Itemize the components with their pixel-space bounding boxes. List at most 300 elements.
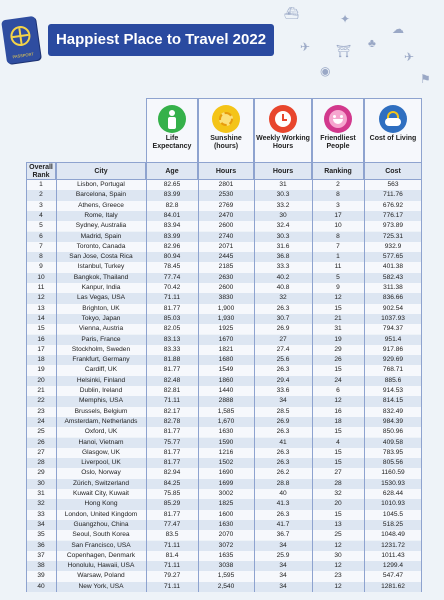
- friendliness-cell: 18: [334, 417, 342, 425]
- friendliness-cell: 8: [336, 191, 340, 199]
- camera-icon: ◉: [320, 64, 331, 78]
- work-hours-cell: 30.7: [276, 314, 290, 322]
- cost-cell: 783.95: [382, 448, 404, 456]
- work-hours-cell: 29.4: [276, 376, 290, 384]
- city-cell: Cardiff, UK: [84, 366, 118, 374]
- city-cell: Barcelona, Spain: [75, 191, 127, 199]
- age-cell: 83.94: [163, 222, 181, 230]
- clock-icon: [269, 105, 297, 133]
- sunshine-cell: 1,595: [217, 572, 235, 580]
- table-row: [26, 355, 422, 365]
- table-row: [26, 427, 422, 437]
- rank-cell: 28: [37, 459, 45, 467]
- city-cell: Paris, France: [81, 335, 121, 343]
- work-hours-cell: 26.3: [276, 428, 290, 436]
- friendliness-cell: 20: [334, 500, 342, 508]
- rank-cell: 11: [37, 284, 45, 291]
- sunshine-cell: 3830: [218, 294, 234, 302]
- work-hours-cell: 27: [279, 335, 287, 343]
- work-hours-cell: 26.2: [276, 469, 290, 477]
- rank-cell: 15: [37, 325, 45, 333]
- rank-cell: 32: [37, 500, 45, 508]
- friendliness-cell: 1: [336, 253, 340, 261]
- rank-cell: 35: [37, 531, 45, 539]
- column-divider: [26, 180, 27, 592]
- age-cell: 82.96: [163, 242, 181, 250]
- cost-cell: 1530.93: [381, 479, 405, 487]
- sunshine-cell: 1690: [218, 469, 234, 477]
- sunshine-cell: 1699: [218, 479, 234, 487]
- cost-cell: 1231.72: [381, 541, 405, 549]
- table-row: [26, 541, 422, 551]
- sunshine-cell: 1,900: [217, 304, 235, 312]
- sunshine-cell: 1635: [218, 551, 234, 559]
- rank-cell: 19: [37, 366, 45, 374]
- age-cell: 78.45: [163, 263, 181, 271]
- age-cell: 81.4: [165, 551, 179, 559]
- table-row: [26, 417, 422, 427]
- age-cell: 83.13: [163, 335, 181, 343]
- table-row: [26, 458, 422, 468]
- friendliest-header: [312, 98, 364, 162]
- friendliest-label: Friendliest People: [320, 135, 356, 150]
- age-cell: 81.77: [163, 448, 181, 456]
- city-cell: Memphis, USA: [79, 397, 123, 405]
- city-cell: Stockholm, Sweden: [71, 345, 131, 353]
- age-cell: 71.11: [163, 294, 180, 302]
- sunshine-cell: 2630: [218, 273, 234, 281]
- table-row: [26, 304, 422, 314]
- rank-cell: 2: [39, 191, 43, 199]
- rank-cell: 25: [37, 428, 45, 436]
- rank-cell: 30: [37, 479, 45, 487]
- work-hours-cell: 34: [279, 562, 287, 570]
- table-row: [26, 396, 422, 406]
- table-row: [26, 582, 422, 592]
- table-row: [26, 386, 422, 396]
- sunshine-cell: 3038: [218, 562, 234, 570]
- friendliness-cell: 30: [334, 551, 342, 559]
- work-hours-cell: 25.6: [276, 356, 290, 364]
- cost-cell: 832.49: [382, 407, 404, 415]
- airplane-small-icon: ✈: [404, 50, 415, 64]
- age-cell: 75.77: [163, 438, 181, 446]
- sunshine-cell: 1,930: [217, 314, 235, 322]
- age-cell: 77.74: [163, 273, 181, 281]
- sunshine-cell: 1670: [218, 335, 234, 343]
- age-cell: 81.77: [163, 428, 181, 436]
- sunshine-cell: 1440: [218, 387, 234, 394]
- friendliness-cell: 25: [334, 531, 342, 539]
- rank-cell: 36: [37, 541, 45, 549]
- column-subheader-row: [26, 162, 422, 180]
- friendliness-cell: 15: [334, 304, 342, 312]
- friendliness-cell: 7: [336, 242, 340, 250]
- table-row: [26, 407, 422, 417]
- work-hours-cell: 27.4: [276, 345, 290, 353]
- city-cell: Toronto, Canada: [76, 242, 126, 250]
- cost-cell: 805.56: [382, 459, 404, 467]
- sunshine-cell: 1502: [218, 459, 234, 467]
- ranking-column-header: Ranking: [312, 162, 364, 180]
- city-cell: Guangzhou, China: [73, 520, 129, 528]
- rank-cell: 8: [39, 253, 43, 261]
- column-divider: [421, 180, 422, 592]
- friendliness-cell: 12: [334, 562, 342, 570]
- table-row: [26, 262, 422, 272]
- table-row: [26, 438, 422, 448]
- airplane-icon: ✈: [300, 40, 311, 54]
- table-row: [26, 293, 422, 303]
- table-row: [26, 499, 422, 509]
- rank-cell: 6: [39, 232, 43, 240]
- sunshine-cell: 1821: [218, 345, 234, 353]
- page-title: Happiest Place to Travel 2022: [48, 24, 274, 56]
- globe-icon: [9, 25, 32, 48]
- age-cell: 84.25: [163, 479, 181, 487]
- column-divider: [56, 180, 57, 592]
- friendliness-cell: 29: [334, 345, 342, 353]
- age-cell: 83.5: [165, 531, 179, 539]
- rank-cell: 14: [37, 314, 45, 322]
- age-cell: 81.77: [163, 510, 181, 518]
- column-divider: [364, 180, 365, 592]
- city-cell: Oslo, Norway: [81, 469, 121, 477]
- cost-cell: 1048.49: [381, 531, 405, 539]
- table-row: [26, 242, 422, 252]
- city-cell: Vienna, Austria: [78, 325, 124, 333]
- table-row: [26, 345, 422, 355]
- work-hours-cell: 26.9: [276, 325, 290, 333]
- sunshine-cell: 1549: [218, 366, 234, 374]
- age-cell: 82.17: [163, 407, 181, 415]
- table-row: [26, 530, 422, 540]
- work-hours-cell: 33.2: [276, 201, 290, 209]
- city-cell: Amsterdam, Netherlands: [64, 417, 138, 425]
- friendliness-cell: 15: [334, 459, 342, 467]
- palm-tree-icon: ♣: [368, 36, 376, 50]
- age-cell: 83.99: [163, 191, 181, 199]
- rank-cell: 22: [37, 397, 45, 405]
- cost-cell: 401.38: [382, 263, 404, 271]
- cost-cell: 951.4: [384, 335, 402, 343]
- sunshine-cell: 1925: [218, 325, 234, 333]
- sunshine-cell: 2600: [218, 284, 234, 291]
- cost-cell: 547.47: [382, 572, 404, 580]
- city-cell: Hanoi, Vietnam: [78, 438, 124, 446]
- friendliness-cell: 15: [334, 448, 342, 456]
- work-hours-cell: 36.8: [276, 253, 290, 261]
- smiley-icon: [324, 105, 352, 133]
- rank-cell: 24: [37, 417, 45, 425]
- age-cell: 71.11: [163, 562, 180, 570]
- city-cell: New York, USA: [78, 582, 124, 590]
- cost-cell: 1281.62: [381, 582, 405, 590]
- city-cell: Tokyo, Japan: [81, 314, 121, 322]
- cost-cell: 582.43: [382, 273, 404, 281]
- table-row: [26, 324, 422, 334]
- friendliness-cell: 12: [334, 541, 342, 549]
- friendliness-cell: 27: [334, 469, 342, 477]
- age-column-header: Age: [146, 162, 198, 180]
- cost-cell: 1037.93: [381, 314, 405, 322]
- work-hours-cell: 34: [279, 572, 287, 580]
- city-cell: Brighton, UK: [82, 304, 120, 312]
- rank-cell: 4: [39, 211, 43, 219]
- cost-cell: 409.58: [382, 438, 404, 446]
- work-hours-cell: 30.3: [276, 191, 290, 199]
- age-cell: 83.33: [163, 345, 181, 353]
- sunshine-cell: 2,540: [217, 582, 235, 590]
- age-cell: 81.77: [163, 366, 181, 374]
- work-hours-cell: 41.3: [276, 500, 290, 508]
- friendliness-cell: 3: [336, 201, 340, 209]
- friendliness-cell: 19: [334, 335, 342, 343]
- table-row: [26, 448, 422, 458]
- landmark-icon: ⛩: [336, 44, 352, 58]
- city-cell: Kuwait City, Kuwait: [73, 490, 129, 497]
- work-hours-cell: 34: [279, 397, 287, 405]
- table-row: [26, 180, 422, 190]
- city-cell: Sydney, Australia: [75, 222, 127, 230]
- cost-cell: 676.92: [382, 201, 404, 209]
- city-column-header: City: [56, 162, 146, 180]
- cost-cell: 914.53: [382, 387, 404, 394]
- passport-icon: [1, 16, 41, 64]
- rank-cell: 33: [37, 510, 45, 518]
- rank-cell: 23: [37, 407, 45, 415]
- work-hours-cell: 34: [279, 541, 287, 549]
- friendliness-cell: 15: [334, 366, 342, 374]
- age-cell: 81.77: [163, 459, 181, 467]
- city-cell: Brussels, Belgium: [74, 407, 128, 415]
- column-divider: [254, 180, 255, 592]
- cost-cell: 1011.43: [381, 551, 405, 559]
- city-cell: Liverpool, UK: [81, 459, 121, 467]
- table-row: [26, 489, 422, 499]
- rank-cell: 17: [37, 345, 45, 353]
- rank-cell: 1: [39, 181, 43, 188]
- table-row: [26, 571, 422, 581]
- work-hours-cell: 26.3: [276, 510, 290, 518]
- friendliness-cell: 8: [336, 232, 340, 240]
- column-icons-row: [146, 98, 422, 162]
- friendliness-cell: 4: [336, 438, 340, 446]
- rank-cell: 9: [39, 263, 43, 271]
- cost-label: Cost of Living: [369, 135, 417, 142]
- sunshine-cell: 1600: [218, 510, 234, 518]
- city-cell: Bangkok, Thailand: [73, 273, 129, 281]
- friendliness-cell: 28: [334, 479, 342, 487]
- age-cell: 82.48: [163, 376, 181, 384]
- city-cell: Athens, Greece: [78, 201, 124, 209]
- sunshine-cell: 2445: [218, 253, 234, 261]
- work-hours-cell: 26.3: [276, 459, 290, 467]
- age-cell: 85.29: [163, 500, 181, 508]
- column-divider: [146, 180, 147, 592]
- table-row: [26, 561, 422, 571]
- table-row: [26, 211, 422, 221]
- sunshine-cell: 1630: [218, 428, 234, 436]
- cost-cell: 1045.5: [382, 510, 404, 518]
- cost-cell: 929.69: [382, 356, 404, 364]
- rank-cell: 37: [37, 551, 45, 559]
- sunshine-cell: 1590: [218, 438, 234, 446]
- rank-cell: 21: [37, 387, 45, 394]
- rank-cell: 34: [37, 520, 45, 528]
- cost-column-header: Cost: [364, 162, 422, 180]
- work-hours-cell: 41: [279, 438, 287, 446]
- friendliness-cell: 11: [334, 263, 342, 271]
- table-row: [26, 365, 422, 375]
- cost-cell: 984.39: [382, 417, 404, 425]
- work-hours-cell: 32.4: [276, 222, 290, 230]
- city-cell: Seoul, South Korea: [72, 531, 130, 539]
- city-cell: Frankfurt, Germany: [72, 356, 130, 364]
- friendliness-cell: 5: [336, 273, 340, 281]
- friendliness-cell: 13: [334, 520, 342, 528]
- sunshine-cell: 2888: [218, 397, 234, 405]
- flag-icon: ⚑: [420, 72, 431, 86]
- work-hours-column-header: Hours: [254, 162, 312, 180]
- age-cell: 82.78: [163, 417, 181, 425]
- life-expectancy-header: [146, 98, 198, 162]
- sunshine-cell: 1,585: [217, 407, 235, 415]
- age-cell: 82.94: [163, 469, 181, 477]
- rank-cell: 29: [37, 469, 45, 477]
- cost-cell: 932.9: [384, 242, 402, 250]
- work-hours-cell: 26.3: [276, 366, 290, 374]
- rank-cell: 31: [37, 490, 45, 497]
- cost-cell: 563: [387, 181, 399, 188]
- table-row: [26, 376, 422, 386]
- cost-cell: 794.37: [382, 325, 404, 333]
- work-hours-cell: 26.9: [276, 417, 290, 425]
- age-cell: 71.11: [163, 397, 180, 405]
- friendliness-cell: 9: [336, 284, 340, 291]
- friendliness-cell: 12: [334, 294, 342, 302]
- friendliness-cell: 12: [334, 397, 342, 405]
- friendliness-cell: 26: [334, 356, 342, 364]
- work-hours-cell: 34: [279, 582, 287, 590]
- friendliness-cell: 23: [334, 572, 342, 580]
- city-cell: Helsinki, Finland: [76, 376, 126, 384]
- age-cell: 82.05: [163, 325, 181, 333]
- sunshine-cell: 2070: [218, 531, 234, 539]
- table-row: [26, 273, 422, 283]
- city-cell: Hong Kong: [84, 500, 118, 508]
- sunshine-label: Sunshine (hours): [210, 135, 242, 150]
- rank-cell: 10: [37, 273, 45, 281]
- work-hours-cell: 32: [279, 294, 287, 302]
- cost-cell: 577.65: [382, 253, 404, 261]
- work-hours-cell: 28.8: [276, 479, 290, 487]
- cost-cell: 311.38: [383, 284, 403, 291]
- city-cell: Istanbul, Turkey: [77, 263, 125, 271]
- cost-cell: 518.25: [382, 520, 404, 528]
- work-hours-cell: 36.7: [276, 531, 290, 539]
- sunshine-cell: 2769: [218, 201, 234, 209]
- work-hours-cell: 33.3: [276, 263, 290, 271]
- friendliness-cell: 10: [334, 222, 342, 230]
- sun-icon: [212, 105, 240, 133]
- sunshine-cell: 2185: [218, 263, 234, 271]
- city-cell: Madrid, Spain: [80, 232, 122, 240]
- cost-cell: 1010.93: [381, 500, 405, 508]
- rank-cell: 12: [37, 294, 45, 302]
- sunshine-cell: 1825: [218, 500, 234, 508]
- friendliness-cell: 15: [334, 510, 342, 518]
- sunshine-cell: 1860: [218, 376, 234, 384]
- rank-cell: 18: [37, 356, 45, 364]
- working-hours-header: [254, 98, 312, 162]
- work-hours-cell: 25.9: [276, 551, 290, 559]
- cost-cell: 1160.59: [381, 469, 405, 477]
- sunshine-cell: 2470: [218, 211, 234, 219]
- friendliness-cell: 2: [336, 181, 340, 188]
- table-row: [26, 201, 422, 211]
- age-cell: 85.03: [163, 314, 181, 322]
- work-hours-cell: 33.6: [276, 387, 290, 394]
- rank-cell: 7: [39, 242, 43, 250]
- friendliness-cell: 6: [336, 387, 340, 394]
- cost-cell: 1299.4: [382, 562, 404, 570]
- table-row: [26, 283, 422, 293]
- work-hours-cell: 40.8: [276, 284, 290, 291]
- city-cell: Oxford, UK: [84, 428, 118, 436]
- friendliness-cell: 17: [334, 211, 342, 219]
- cost-cell: 768.71: [382, 366, 404, 374]
- work-hours-cell: 31: [279, 181, 287, 188]
- rank-cell: 13: [37, 304, 45, 312]
- friendliness-cell: 12: [334, 582, 342, 590]
- rank-cell: 38: [37, 562, 45, 570]
- work-hours-cell: 41.7: [276, 520, 290, 528]
- table-row: [26, 551, 422, 561]
- life-expectancy-label: Life Expectancy: [152, 135, 192, 150]
- age-cell: 81.77: [163, 304, 181, 312]
- passport-text: PASSPORT: [12, 51, 35, 60]
- sunshine-cell: 2801: [218, 181, 234, 188]
- friendliness-cell: 31: [334, 325, 342, 333]
- sunshine-cell: 1630: [218, 520, 234, 528]
- table-row: [26, 314, 422, 324]
- work-hours-cell: 26.3: [276, 304, 290, 312]
- table-row: [26, 479, 422, 489]
- sunshine-cell: 3002: [218, 490, 234, 497]
- work-hours-cell: 30.3: [276, 232, 290, 240]
- city-cell: Rome, Italy: [84, 211, 118, 219]
- table-row: [26, 510, 422, 520]
- work-hours-cell: 30: [279, 211, 287, 219]
- cost-cell: 725.31: [382, 232, 404, 240]
- rank-cell: 26: [37, 438, 45, 446]
- cost-cell: 973.89: [382, 222, 404, 230]
- work-hours-cell: 26.3: [276, 448, 290, 456]
- rank-cell: 27: [37, 448, 45, 456]
- cost-cell: 917.86: [382, 345, 404, 353]
- rank-cell: 5: [39, 222, 43, 230]
- compass-icon: ✦: [340, 12, 351, 26]
- cost-cell: 836.66: [382, 294, 404, 302]
- friendliness-cell: 21: [334, 314, 342, 322]
- column-divider: [198, 180, 199, 592]
- table-row: [26, 190, 422, 200]
- sunshine-cell: 1,670: [217, 417, 235, 425]
- age-cell: 77.47: [163, 520, 181, 528]
- age-cell: 79.27: [163, 572, 181, 580]
- rank-cell: 39: [37, 572, 45, 580]
